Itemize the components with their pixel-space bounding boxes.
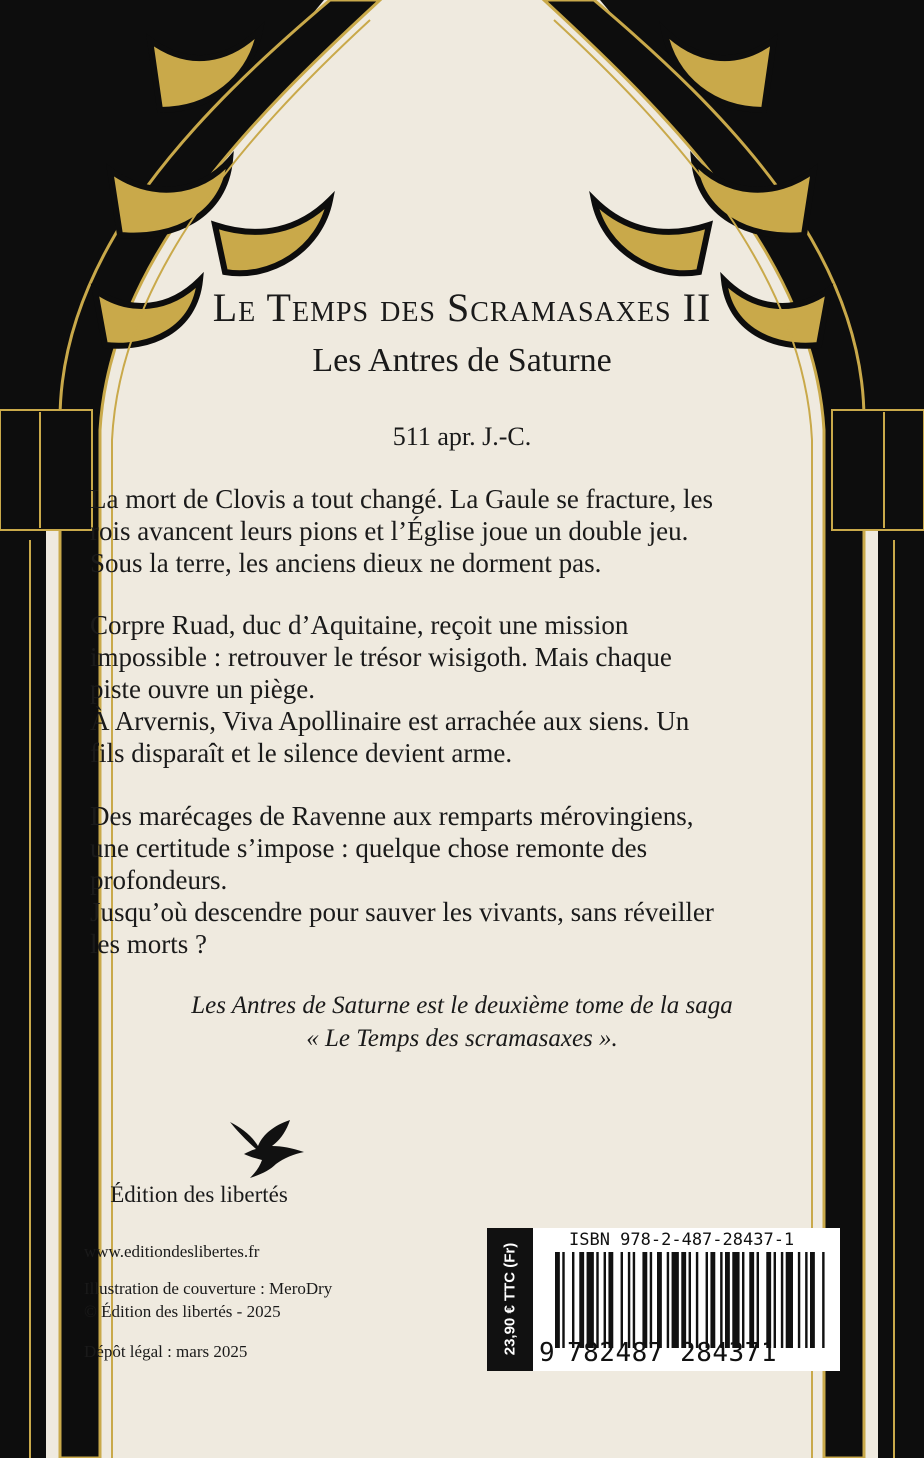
illustration-credit: Illustration de couverture : MeroDry (84, 1279, 333, 1298)
blurb-paragraph-1 (90, 483, 838, 579)
blurb-paragraph-3 (90, 800, 838, 960)
barcode-bar (572, 1252, 574, 1348)
barcode-bar (667, 1252, 669, 1348)
barcode-bar (633, 1252, 635, 1348)
date-line: 511 apr. J.-C. (392, 422, 532, 451)
barcode-bar (642, 1252, 647, 1348)
copyright-notice: © Édition des libertés - 2025 (84, 1302, 281, 1321)
barcode-bar (732, 1252, 739, 1348)
bird-icon (228, 1118, 308, 1180)
barcode-bar (786, 1252, 793, 1348)
barcode-bar (596, 1252, 598, 1348)
barcode-bar (604, 1252, 606, 1348)
barcode-bar (766, 1252, 771, 1348)
saga-note-line-2: « Le Temps des scramasaxes ». (306, 1025, 618, 1052)
ean-first-digit: 9 (539, 1338, 555, 1368)
barcode-bar (822, 1252, 824, 1348)
blurb-line: les morts ? (90, 929, 207, 959)
barcode-bar (805, 1252, 807, 1348)
blurb-line: fils disparaît et le silence devient arme. (90, 738, 513, 768)
saga-note-line-1: Les Antres de Saturne est le deuxième tome de la saga (191, 992, 733, 1019)
price-strip (487, 1228, 533, 1371)
blurb-line: À Arvernis, Viva Apollinaire est arrachée aux siens. Un (90, 706, 690, 736)
barcode-bar (555, 1252, 560, 1348)
barcode-bar (672, 1252, 679, 1348)
barcode-bar (798, 1252, 800, 1348)
barcode-bar (720, 1252, 722, 1348)
barcode-bar (608, 1252, 613, 1348)
barcode-bar (774, 1252, 776, 1348)
legal-deposit: Dépôt légal : mars 2025 (84, 1342, 248, 1361)
saga-note (60, 989, 864, 1055)
series-title: Le Temps des Scramasaxes II (212, 285, 712, 330)
barcode-bar (749, 1252, 754, 1348)
barcode-bar (710, 1252, 715, 1348)
barcode-bar (742, 1252, 744, 1348)
publisher-name: Édition des libertés (110, 1182, 288, 1207)
barcode-block (487, 1228, 840, 1371)
barcode-bar (706, 1252, 708, 1348)
blurb-line: rois avancent leurs pions et l’Église joue un double jeu. (90, 516, 689, 546)
blurb-paragraph-2 (90, 609, 838, 769)
barcode-bar (696, 1252, 698, 1348)
barcode-bar (725, 1252, 730, 1348)
isbn-number: ISBN 978-2-487-28437-1 (569, 1230, 795, 1250)
barcode-bar (689, 1252, 691, 1348)
barcode-bar (628, 1252, 630, 1348)
barcode-bar (810, 1252, 815, 1348)
barcode-bars (555, 1252, 827, 1348)
barcode-bar (657, 1252, 662, 1348)
blurb-line: Sous la terre, les anciens dieux ne dorment pas. (90, 548, 602, 578)
blurb-line: profondeurs. (90, 865, 228, 895)
barcode-bar (781, 1252, 783, 1348)
blurb-line: impossible : retrouver le trésor wisigoth. Mais chaque (90, 642, 672, 672)
blurb-line: Des marécages de Ravenne aux remparts mérovingiens, (90, 801, 694, 831)
blurb-line: Jusqu’où descendre pour sauver les vivants, sans réveiller (90, 897, 714, 927)
barcode-bar (650, 1252, 652, 1348)
publisher-website: www.editiondeslibertes.fr (84, 1242, 260, 1261)
blurb-line: Corpre Ruad, duc d’Aquitaine, reçoit une mission (90, 610, 629, 640)
price-label: 23,90 € TTC (Fr) (501, 1242, 519, 1356)
blurb-line: piste ouvre un piège. (90, 674, 315, 704)
barcode-bar (757, 1252, 759, 1348)
barcode-bar (579, 1252, 584, 1348)
barcode-bar (587, 1252, 594, 1348)
blurb-line: une certitude s’impose : quelque chose remonte des (90, 833, 648, 863)
book-title: Les Antres de Saturne (312, 342, 612, 379)
barcode-bar (681, 1252, 686, 1348)
barcode-bar (621, 1252, 623, 1348)
barcode-bar (562, 1252, 564, 1348)
ean-digits: 782487 284371 (567, 1338, 777, 1368)
blurb-line: La mort de Clovis a tout changé. La Gaule se fracture, les (90, 484, 714, 514)
